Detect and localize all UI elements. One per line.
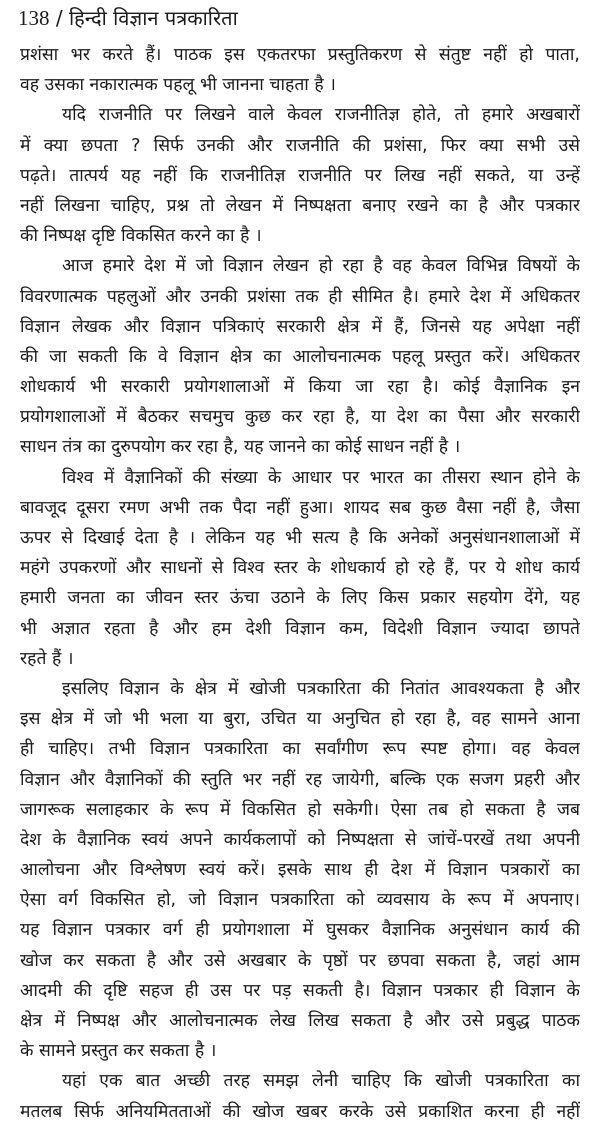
text-line: की निष्पक्ष दृष्टि विकसित करने का है ।	[20, 226, 262, 247]
text-line: साधन तंत्र का दुरुपयोग कर रहा है, यह जानने का कोई साधन नहीं है ।	[20, 437, 461, 458]
running-header	[18, 4, 238, 32]
text-line: यह विज्ञान पत्रकार वर्ग ही प्रयोगशाला में घुसकर वैज्ञानिक अनुसंधान कार्य की	[20, 920, 580, 941]
text-line: ही चाहिए। तभी विज्ञान पत्रकारिता का सर्वांगीण रूप स्पष्ट होगा। वह केवल	[20, 739, 580, 760]
text-line: में क्या छपता ? सिर्फ उनकी और राजनीति की प्रशंसा, फिर क्या सभी उसे	[20, 135, 580, 156]
text-line: आज हमारे देश में जो विज्ञान लेखन हो रहा है वह केवल विभिन्न विषयों के	[62, 256, 580, 277]
text-line: नहीं लिखना चाहिए, प्रश्न तो लेखन में निष्पक्षता बनाए रखने का है और पत्रकार	[20, 195, 580, 216]
text-line: देश के वैज्ञानिक स्वयं अपने कार्यकलापों को निष्पक्षता से जांचें-परखें तथा अपनी	[20, 829, 580, 850]
text-line: प्रशंसा भर करते हैं। पाठक इस एकतरफा प्रस्तुतिकरण से संतुष्ट नहीं हो पाता,	[20, 45, 580, 65]
text-line: की जा सकती कि वे विज्ञान क्षेत्र का आलोचनात्मक पहलू प्रस्तुत करें। अधिकतर	[20, 346, 580, 367]
text-line: बावजूद दूसरा रमण अभी तक पैदा नहीं हुआ। शायद सब कुछ वैसा नहीं है, जैसा	[20, 497, 580, 518]
text-line: यदि राजनीति पर लिखने वाले केवल राजनीतिज्ञ होते, तो हमारे अखबारों	[62, 105, 580, 126]
text-line: क्षेत्र में निष्पक्ष और आलोचनात्मक लेख लिख सकता है और उसे प्रबुद्ध पाठक	[20, 1011, 580, 1031]
text-line: आलोचना और विश्लेषण स्वयं करें। इसके साथ ही देश में विज्ञान पत्रकारों का	[20, 860, 580, 881]
text-line: पढ़ते। तात्पर्य यह नहीं कि राजनीतिज्ञ राजनीति पर लिख नहीं सकते, या उन्हें	[20, 165, 580, 186]
text-line: रहते हैं ।	[20, 648, 74, 669]
text-line: विवरणात्मक पहलुओं और उनकी प्रशंसा तक ही सीमित है। हमारे देश में अधिकतर	[20, 286, 580, 307]
header-separator: /	[55, 6, 63, 30]
text-line: शोधकार्य भी सरकारी प्रयोगशालाओं में किया जा रहा है। कोई वैज्ञानिक इन	[20, 377, 580, 398]
text-line: विश्व में वैज्ञानिकों की संख्या के आधार पर भारत का तीसरा स्थान होने के	[62, 467, 580, 488]
text-line: आदमी की दृष्टि सहज ही उस पर पड़ सकती है। विज्ञान पत्रकार ही विज्ञान के	[20, 980, 580, 1001]
page-body-text	[20, 40, 580, 1127]
text-line: विज्ञान और वैज्ञानिकों की स्तुति भर नहीं रह जायेगी, बल्कि एक सजग प्रहरी और	[20, 769, 580, 790]
text-line: इस क्षेत्र में जो भी भला या बुरा, उचित या अनुचित हो रहा है, वह सामने आना	[20, 709, 580, 730]
text-line: खोज कर सकता है और उसे अखबार के पृष्ठों पर छपवा सकता है, जहां आम	[20, 950, 580, 971]
book-title: हिन्दी विज्ञान पत्रकारिता	[68, 6, 238, 30]
text-line: महंगे उपकरणों और साधनों से विश्व स्तर के शोधकार्य हो रहे हैं, पर ये शोध कार्य	[20, 558, 580, 579]
page-number: 138	[18, 6, 50, 30]
text-line: ऐसा वर्ग विकसित हो, जो विज्ञान पत्रकारिता को व्यवसाय के रूप में अपनाए।	[20, 890, 580, 911]
text-line: विज्ञान लेखक और विज्ञान पत्रिकाएं सरकारी क्षेत्र में हैं, जिनसे यह अपेक्षा नहीं	[20, 316, 580, 337]
text-line: इसलिए विज्ञान के क्षेत्र में खोजी पत्रकारिता की नितांत आवश्यकता है और	[62, 678, 580, 699]
text-line: वह उसका नकारात्मक पहलू भी जानना चाहता है ।	[20, 75, 336, 96]
text-line: ऊपर से दिखाई देता है । लेकिन यह भी सत्य है कि अनेकों अनुसंधानशालाओं में	[20, 528, 580, 548]
text-line: हमारी जनता का जीवन स्तर ऊंचा उठाने के लिए किस प्रकार सहयोग देंगे, यह	[20, 588, 580, 609]
text-line: मतलब सिर्फ अनियमितताओं की खोज खबर करके उसे प्रकाशित करना ही नहीं	[20, 1101, 580, 1122]
text-line: प्रयोगशालाओं में बैठकर सचमुच कुछ कर रहा है, या देश का पैसा और सरकारी	[20, 407, 580, 428]
text-line: के सामने प्रस्तुत कर सकता है ।	[20, 1041, 217, 1062]
text-line: भी अज्ञात रहता है और हम देशी विज्ञान कम, विदेशी विज्ञान ज्यादा छापते	[20, 618, 580, 639]
text-line: यहां एक बात अच्छी तरह समझ लेनी चाहिए कि खोजी पत्रकारिता का	[62, 1071, 580, 1092]
text-line: जागरूक सलाहकार के रूप में विकसित हो सकेगी। ऐसा तब हो सकता है जब	[20, 799, 580, 820]
